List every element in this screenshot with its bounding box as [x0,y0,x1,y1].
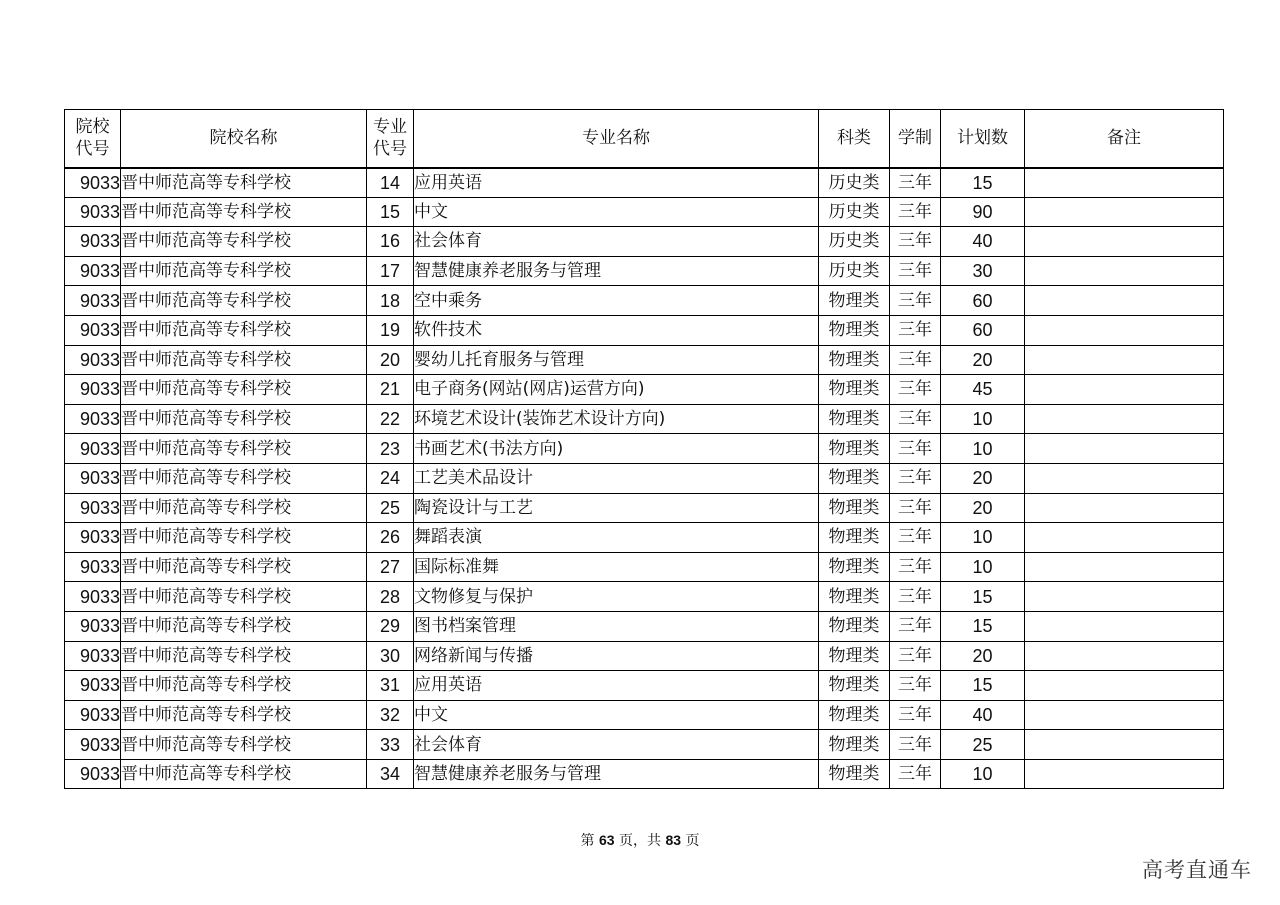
cell-plan-count: 25 [941,730,1025,760]
cell-category: 物理类 [819,434,890,464]
cell-major-code: 25 [367,493,414,523]
cell-plan-count: 15 [941,582,1025,612]
cell-category: 物理类 [819,671,890,701]
cell-major-code: 28 [367,582,414,612]
cell-duration: 三年 [890,227,941,257]
cell-notes [1025,552,1224,582]
footer-page-number: 63 [598,832,615,848]
cell-major-code: 23 [367,434,414,464]
cell-school-code: 9033 [65,345,121,375]
cell-notes [1025,493,1224,523]
cell-school-name: 晋中师范高等专科学校 [121,345,367,375]
cell-duration: 三年 [890,463,941,493]
cell-plan-count: 20 [941,493,1025,523]
cell-category: 物理类 [819,463,890,493]
cell-major-name: 书画艺术(书法方向) [414,434,819,464]
cell-notes [1025,759,1224,789]
cell-notes [1025,523,1224,553]
cell-school-code: 9033 [65,523,121,553]
cell-plan-count: 10 [941,434,1025,464]
cell-major-code: 14 [367,168,414,198]
table-row [65,671,1224,701]
cell-major-code: 32 [367,700,414,730]
cell-duration: 三年 [890,286,941,316]
cell-notes [1025,611,1224,641]
cell-duration: 三年 [890,375,941,405]
cell-school-name: 晋中师范高等专科学校 [121,197,367,227]
cell-major-name: 智慧健康养老服务与管理 [414,256,819,286]
table-row [65,286,1224,316]
cell-duration: 三年 [890,700,941,730]
cell-school-name: 晋中师范高等专科学校 [121,759,367,789]
cell-major-code: 19 [367,315,414,345]
cell-major-name: 工艺美术品设计 [414,463,819,493]
header-notes: 备注 [1025,110,1224,168]
cell-notes [1025,582,1224,612]
cell-category: 物理类 [819,286,890,316]
cell-duration: 三年 [890,523,941,553]
cell-duration: 三年 [890,404,941,434]
cell-major-name: 电子商务(网站(网店)运营方向) [414,375,819,405]
cell-school-name: 晋中师范高等专科学校 [121,286,367,316]
cell-duration: 三年 [890,671,941,701]
cell-plan-count: 60 [941,315,1025,345]
cell-school-name: 晋中师范高等专科学校 [121,256,367,286]
cell-category: 物理类 [819,611,890,641]
cell-duration: 三年 [890,256,941,286]
cell-school-code: 9033 [65,197,121,227]
cell-major-name: 文物修复与保护 [414,582,819,612]
cell-major-code: 22 [367,404,414,434]
cell-notes [1025,463,1224,493]
cell-category: 物理类 [819,523,890,553]
cell-school-code: 9033 [65,641,121,671]
table-row [65,493,1224,523]
cell-school-code: 9033 [65,375,121,405]
table-row [65,582,1224,612]
cell-school-name: 晋中师范高等专科学校 [121,671,367,701]
cell-school-code: 9033 [65,493,121,523]
cell-school-code: 9033 [65,286,121,316]
footer-total-pages: 83 [665,832,682,848]
cell-major-code: 17 [367,256,414,286]
page-footer [0,830,1280,850]
table-row [65,345,1224,375]
cell-major-name: 婴幼儿托育服务与管理 [414,345,819,375]
cell-school-name: 晋中师范高等专科学校 [121,523,367,553]
table-row [65,463,1224,493]
header-major-name: 专业名称 [414,110,819,168]
cell-notes [1025,286,1224,316]
cell-school-name: 晋中师范高等专科学校 [121,227,367,257]
cell-school-code: 9033 [65,730,121,760]
cell-school-code: 9033 [65,404,121,434]
cell-notes [1025,315,1224,345]
cell-duration: 三年 [890,641,941,671]
cell-plan-count: 15 [941,611,1025,641]
cell-notes [1025,345,1224,375]
cell-school-code: 9033 [65,552,121,582]
cell-major-name: 环境艺术设计(装饰艺术设计方向) [414,404,819,434]
cell-category: 物理类 [819,552,890,582]
cell-category: 物理类 [819,375,890,405]
cell-duration: 三年 [890,197,941,227]
footer-suffix: 页 [685,833,700,849]
table-row [65,315,1224,345]
header-duration: 学制 [890,110,941,168]
header-plan-count: 计划数 [941,110,1025,168]
cell-category: 物理类 [819,345,890,375]
table-row [65,227,1224,257]
cell-school-code: 9033 [65,315,121,345]
header-category: 科类 [819,110,890,168]
cell-school-name: 晋中师范高等专科学校 [121,493,367,523]
cell-major-name: 中文 [414,700,819,730]
cell-category: 物理类 [819,493,890,523]
cell-major-name: 社会体育 [414,227,819,257]
table-row [65,404,1224,434]
header-school-code [65,110,121,168]
header-major-code-line1: 专业 [373,117,407,138]
cell-category: 物理类 [819,759,890,789]
cell-category: 历史类 [819,197,890,227]
table-row [65,375,1224,405]
cell-category: 物理类 [819,582,890,612]
cell-duration: 三年 [890,168,941,198]
cell-major-code: 18 [367,286,414,316]
cell-notes [1025,641,1224,671]
cell-major-code: 33 [367,730,414,760]
admission-plan-table [64,109,1224,789]
cell-notes [1025,197,1224,227]
cell-school-name: 晋中师范高等专科学校 [121,463,367,493]
cell-school-name: 晋中师范高等专科学校 [121,552,367,582]
cell-major-code: 20 [367,345,414,375]
cell-plan-count: 10 [941,404,1025,434]
cell-school-code: 9033 [65,759,121,789]
cell-school-name: 晋中师范高等专科学校 [121,641,367,671]
cell-school-code: 9033 [65,434,121,464]
cell-plan-count: 10 [941,759,1025,789]
cell-school-name: 晋中师范高等专科学校 [121,375,367,405]
table-row [65,730,1224,760]
cell-major-name: 图书档案管理 [414,611,819,641]
cell-category: 历史类 [819,256,890,286]
cell-school-code: 9033 [65,168,121,198]
header-school-code-line1: 院校 [75,117,110,138]
cell-major-name: 陶瓷设计与工艺 [414,493,819,523]
cell-major-name: 应用英语 [414,168,819,198]
table-header-row [65,110,1224,168]
header-major-code [367,110,414,168]
cell-duration: 三年 [890,759,941,789]
cell-plan-count: 40 [941,700,1025,730]
cell-major-name: 应用英语 [414,671,819,701]
cell-plan-count: 20 [941,345,1025,375]
cell-school-code: 9033 [65,611,121,641]
watermark: 高考直通车 [1142,858,1252,882]
cell-notes [1025,227,1224,257]
header-school-code-line2: 代号 [75,139,110,160]
cell-notes [1025,375,1224,405]
cell-duration: 三年 [890,582,941,612]
cell-major-code: 15 [367,197,414,227]
cell-notes [1025,434,1224,464]
cell-plan-count: 10 [941,523,1025,553]
cell-major-name: 舞蹈表演 [414,523,819,553]
cell-major-name: 中文 [414,197,819,227]
table-row [65,552,1224,582]
cell-major-code: 16 [367,227,414,257]
cell-notes [1025,730,1224,760]
cell-plan-count: 20 [941,463,1025,493]
footer-middle: 页，共 [619,833,661,849]
cell-duration: 三年 [890,315,941,345]
cell-duration: 三年 [890,611,941,641]
cell-school-code: 9033 [65,582,121,612]
cell-school-name: 晋中师范高等专科学校 [121,611,367,641]
cell-major-code: 34 [367,759,414,789]
cell-category: 物理类 [819,700,890,730]
cell-plan-count: 40 [941,227,1025,257]
cell-duration: 三年 [890,552,941,582]
cell-school-name: 晋中师范高等专科学校 [121,404,367,434]
cell-plan-count: 20 [941,641,1025,671]
table-row [65,759,1224,789]
header-school-name: 院校名称 [121,110,367,168]
table-row [65,611,1224,641]
cell-plan-count: 30 [941,256,1025,286]
cell-school-name: 晋中师范高等专科学校 [121,582,367,612]
footer-prefix: 第 [580,833,595,849]
cell-major-name: 软件技术 [414,315,819,345]
table-row [65,700,1224,730]
cell-duration: 三年 [890,345,941,375]
cell-school-code: 9033 [65,256,121,286]
cell-major-name: 智慧健康养老服务与管理 [414,759,819,789]
cell-category: 物理类 [819,404,890,434]
cell-school-name: 晋中师范高等专科学校 [121,434,367,464]
cell-major-name: 网络新闻与传播 [414,641,819,671]
cell-school-name: 晋中师范高等专科学校 [121,730,367,760]
cell-duration: 三年 [890,434,941,464]
table-row [65,523,1224,553]
table-body [65,168,1224,789]
cell-category: 物理类 [819,730,890,760]
cell-notes [1025,671,1224,701]
cell-major-name: 空中乘务 [414,286,819,316]
cell-school-code: 9033 [65,700,121,730]
table-row [65,641,1224,671]
header-major-code-line2: 代号 [373,139,407,160]
cell-plan-count: 60 [941,286,1025,316]
cell-plan-count: 15 [941,671,1025,701]
cell-major-code: 30 [367,641,414,671]
cell-major-name: 社会体育 [414,730,819,760]
cell-notes [1025,256,1224,286]
cell-notes [1025,168,1224,198]
cell-major-code: 27 [367,552,414,582]
cell-plan-count: 45 [941,375,1025,405]
table-row [65,197,1224,227]
table-row [65,256,1224,286]
cell-duration: 三年 [890,493,941,523]
cell-plan-count: 15 [941,168,1025,198]
cell-major-code: 21 [367,375,414,405]
cell-category: 历史类 [819,168,890,198]
cell-notes [1025,700,1224,730]
cell-major-code: 26 [367,523,414,553]
table-row [65,434,1224,464]
cell-school-name: 晋中师范高等专科学校 [121,168,367,198]
cell-school-code: 9033 [65,671,121,701]
cell-school-name: 晋中师范高等专科学校 [121,315,367,345]
table-row [65,168,1224,198]
cell-major-code: 31 [367,671,414,701]
cell-category: 历史类 [819,227,890,257]
cell-major-code: 29 [367,611,414,641]
cell-school-code: 9033 [65,463,121,493]
cell-plan-count: 90 [941,197,1025,227]
cell-school-name: 晋中师范高等专科学校 [121,700,367,730]
cell-school-code: 9033 [65,227,121,257]
cell-category: 物理类 [819,641,890,671]
cell-major-name: 国际标准舞 [414,552,819,582]
cell-plan-count: 10 [941,552,1025,582]
cell-notes [1025,404,1224,434]
cell-category: 物理类 [819,315,890,345]
cell-major-code: 24 [367,463,414,493]
cell-duration: 三年 [890,730,941,760]
